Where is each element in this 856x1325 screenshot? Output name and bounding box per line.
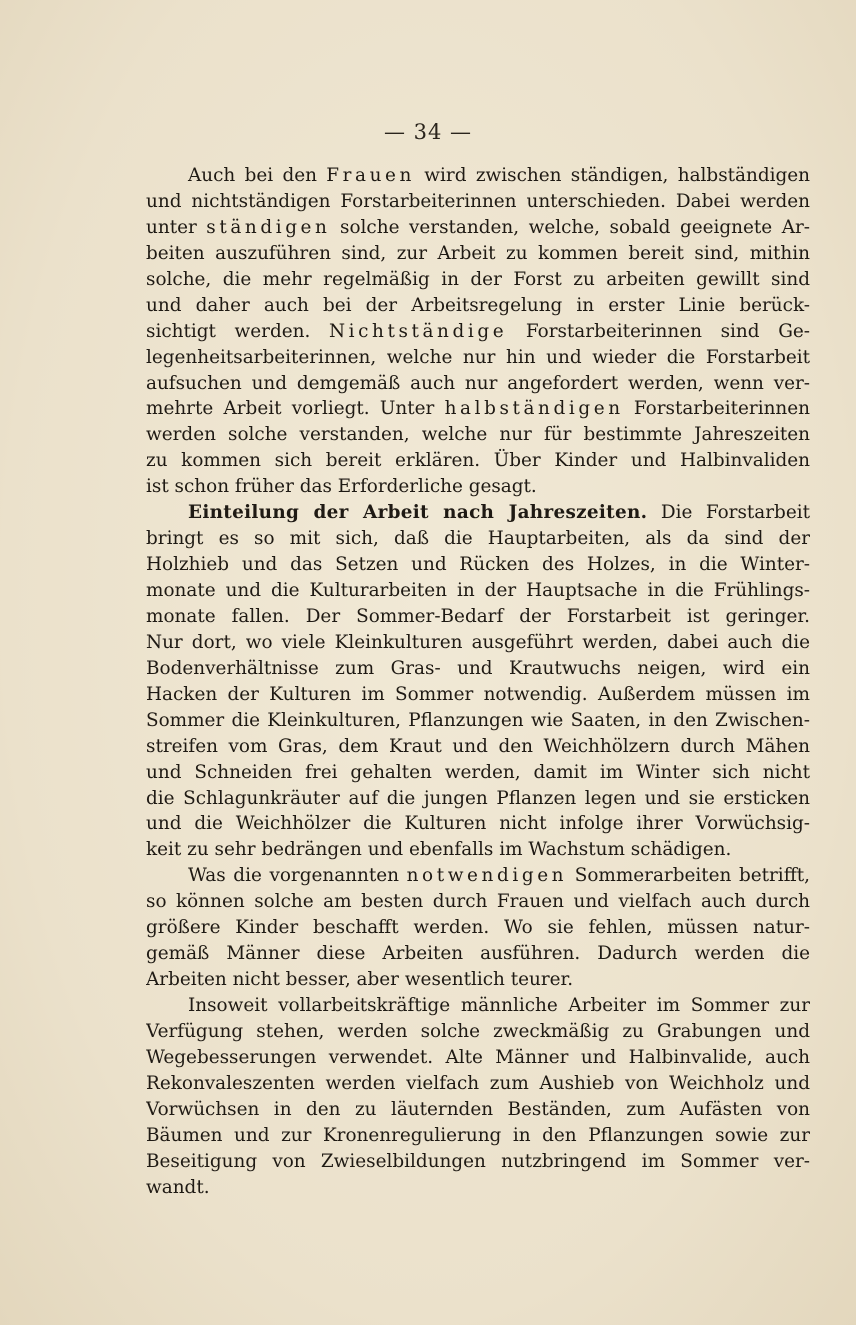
text-run: Die Forstarbeit [647, 502, 810, 524]
text-line [146, 993, 810, 1019]
text-line [146, 396, 810, 422]
text-run: Holzhieb und das Setzen und Rücken des Holzes, in die Winter- [146, 554, 810, 576]
text-run: Bäumen und zur Kronenregulierung in den Pflanzungen sowie zur [146, 1124, 810, 1146]
text-run: größere Kinder beschafft werden. Wo sie fehlen, müssen natur- [146, 917, 810, 939]
text-line [146, 474, 810, 500]
text-run: wandt. [146, 1176, 210, 1198]
text-line [146, 1045, 810, 1071]
text-run: Insoweit vollarbeitskräftige männliche Arbeiter im Sommer zur [188, 995, 810, 1016]
text-run: Wegebesserungen verwendet. Alte Männer und Halbinvalide, auch [146, 1046, 810, 1068]
spaced-emphasis: notwendigen [406, 865, 568, 887]
text-run: Auch bei den [188, 165, 327, 186]
text-run: legenheitsarbeiterinnen, welche nur hin und wieder die Forstarbeit [146, 346, 810, 368]
text-line [146, 967, 810, 993]
text-run: keit zu sehr bedrängen und ebenfalls im Wachstum schädigen. [146, 839, 732, 861]
text-run: Nur dort, wo viele Kleinkulturen ausgeführt werden, dabei auch die [146, 631, 810, 653]
text-run: Rekonvaleszenten werden vielfach zum Aushieb von Weichholz und [146, 1072, 810, 1094]
spaced-emphasis: ständigen [206, 216, 331, 238]
text-line [146, 604, 810, 630]
text-line [146, 863, 810, 889]
text-line [146, 500, 810, 526]
text-run: solche verstanden, welche, sobald geeignete Ar- [330, 216, 810, 238]
text-line [146, 656, 810, 682]
text-line [146, 1071, 810, 1097]
text-run: unter [146, 216, 207, 238]
text-line [146, 708, 810, 734]
text-run: solche, die mehr regelmäßig in der Forst zu arbeiten gewillt sind [146, 268, 810, 290]
text-run: wird zwischen ständigen, halbständigen [414, 165, 810, 186]
text-line [146, 293, 810, 319]
text-run: ist schon früher das Erforderliche gesagt. [146, 476, 537, 498]
text-run: Arbeiten nicht besser, aber wesentlich teurer. [146, 969, 574, 991]
body-text [146, 163, 810, 1201]
text-run: Forstarbeiterinnen sind Ge- [507, 320, 810, 342]
text-run: die Schlagunkräuter auf die jungen Pflanzen legen und sie ersticken [146, 787, 810, 809]
text-run: monate und die Kulturarbeiten in der Hauptsache in die Frühlings- [146, 580, 810, 601]
text-line [146, 371, 810, 397]
spaced-emphasis: Nichtständige [328, 320, 508, 342]
text-run: mehrte Arbeit vorliegt. Unter [146, 398, 445, 420]
text-run: Hacken der Kulturen im Sommer notwendig. Außerdem müssen im [146, 683, 810, 705]
text-run: beiten auszuführen sind, zur Arbeit zu kommen bereit sind, mithin [146, 242, 810, 264]
text-line [146, 734, 810, 760]
text-line [146, 682, 810, 708]
text-line [146, 422, 810, 448]
text-run: gemäß Männer diese Arbeiten ausführen. Dadurch werden die [146, 943, 810, 965]
text-line [146, 526, 810, 552]
text-line [146, 189, 810, 215]
text-line [146, 837, 810, 863]
text-run: Sommerarbeiten betrifft, [567, 865, 810, 887]
text-line [146, 1097, 810, 1123]
text-line [146, 760, 810, 786]
text-line [146, 552, 810, 578]
spaced-emphasis: halbständigen [444, 398, 624, 420]
text-run: zu kommen sich bereit erklären. Über Kinder und Halbinvaliden [146, 450, 810, 472]
text-line [146, 1149, 810, 1175]
text-run: Forstarbeiterinnen [623, 398, 810, 420]
text-run: bringt es so mit sich, daß die Hauptarbeiten, als da sind der [146, 528, 810, 550]
text-line [146, 1019, 810, 1045]
text-line [146, 941, 810, 967]
text-line [146, 786, 810, 812]
text-line [146, 578, 810, 604]
text-run: und Schneiden frei gehalten werden, damit im Winter sich nicht [146, 761, 810, 783]
text-run: Was die vorgenannten [188, 865, 407, 887]
text-run: Beseitigung von Zwieselbildungen nutzbringend im Sommer ver- [146, 1150, 810, 1172]
text-line [146, 915, 810, 941]
text-run: sichtigt werden. [146, 320, 329, 342]
text-line [146, 448, 810, 474]
text-line [146, 630, 810, 656]
text-line [146, 163, 810, 189]
text-run: und daher auch bei der Arbeitsregelung in erster Linie berück- [146, 294, 810, 316]
text-line [146, 267, 810, 293]
text-run: aufsuchen und demgemäß auch nur angefordert werden, wenn ver- [146, 372, 810, 394]
text-run: und nichtständigen Forstarbeiterinnen unterschieden. Dabei werden [146, 190, 810, 212]
section-heading: Einteilung der Arbeit nach Jahreszeiten. [188, 502, 648, 524]
text-line [146, 345, 810, 371]
text-run: streifen vom Gras, dem Kraut und den Weichhölzern durch Mähen [146, 735, 810, 757]
page-number: — 34 — [383, 120, 473, 144]
text-run: werden solche verstanden, welche nur für bestimmte Jahreszeiten [146, 424, 810, 446]
text-run: Bodenverhältnisse zum Gras- und Krautwuchs neigen, wird ein [146, 657, 810, 679]
text-line [146, 889, 810, 915]
text-run: Vorwüchsen in den zu läuternden Beständen, zum Aufästen von [146, 1098, 810, 1120]
text-line [146, 241, 810, 267]
text-line [146, 1175, 810, 1201]
text-run: und die Weichhölzer die Kulturen nicht infolge ihrer Vorwüchsig- [146, 813, 810, 835]
text-line [146, 1123, 810, 1149]
text-run: Sommer die Kleinkulturen, Pflanzungen wie Saaten, in den Zwischen- [146, 709, 810, 731]
text-line [146, 215, 810, 241]
text-run: Verfügung stehen, werden solche zweckmäßig zu Grabungen und [146, 1020, 810, 1042]
text-line [146, 319, 810, 345]
text-run: so können solche am besten durch Frauen und vielfach auch durch [146, 891, 810, 913]
spaced-emphasis: Frauen [326, 165, 415, 186]
text-run: monate fallen. Der Sommer-Bedarf der Forstarbeit ist geringer. [146, 605, 810, 627]
text-line [146, 811, 810, 837]
